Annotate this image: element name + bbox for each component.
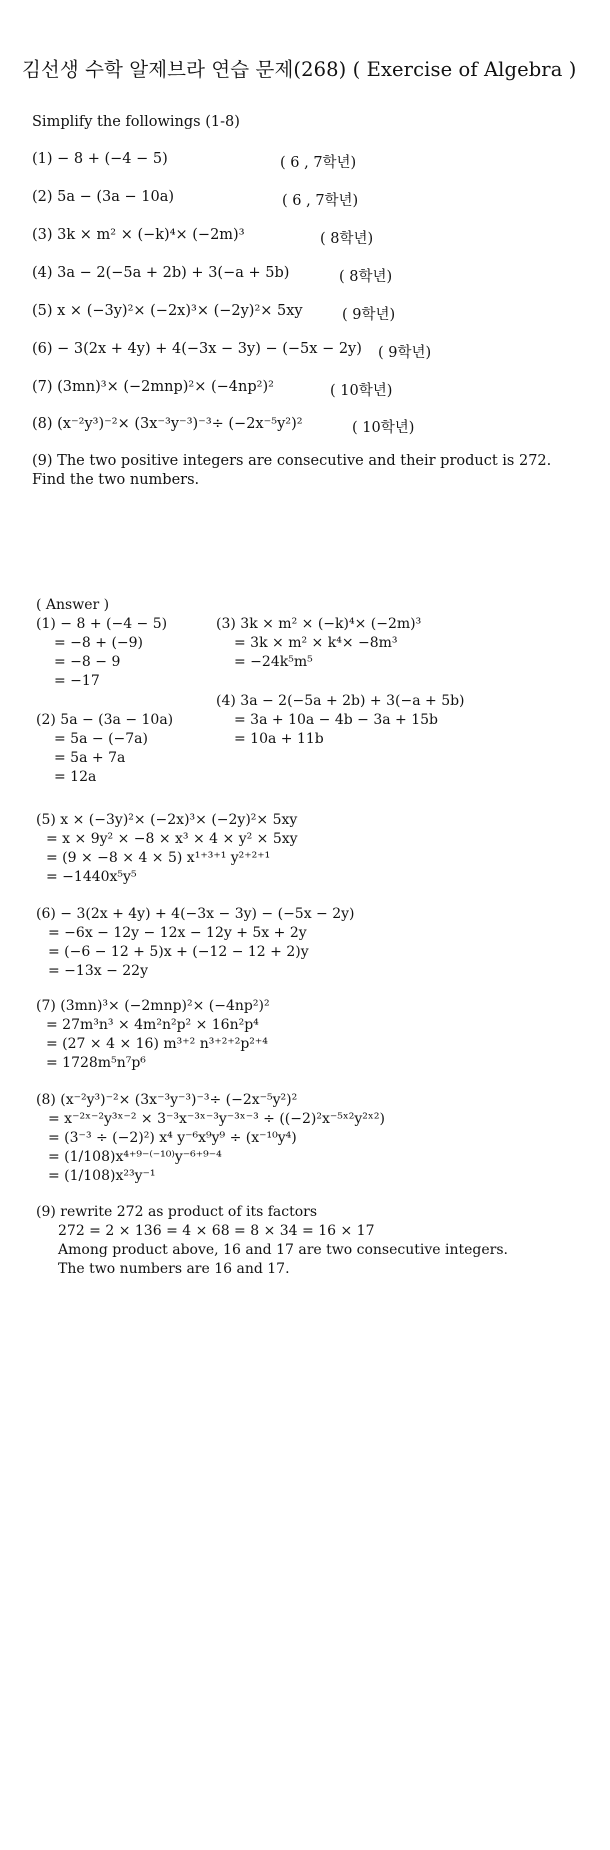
answer-line: The two numbers are 16 and 17. [58, 1261, 290, 1277]
problem-text: (3) 3k × m² × (−k)⁴× (−2m)³ [32, 227, 245, 243]
problem-5 [32, 303, 396, 323]
grade-label: ( 8학년) [320, 231, 374, 247]
problem-text: (5) x × (−3y)²× (−2x)³× (−2y)²× 5xy [32, 303, 303, 319]
problem-3 [32, 227, 374, 247]
answer-line: = x⁻²ˣ⁻²y³ˣ⁻² × 3⁻³x⁻³ˣ⁻³y⁻³ˣ⁻³ ÷ ((−2)²x⁻⁵ˣ²y²ˣ²) [48, 1111, 385, 1127]
problem-6 [32, 341, 432, 361]
answer-line: = −8 + (−9) [54, 635, 144, 651]
problem-text: (6) − 3(2x + 4y) + 4(−3x − 3y) − (−5x − 2y) [32, 341, 362, 357]
grade-label: ( 9학년) [378, 345, 432, 361]
answer-line: (9) rewrite 272 as product of its factors [36, 1204, 318, 1220]
grade-label: ( 9학년) [342, 307, 396, 323]
problem-2 [32, 189, 359, 209]
answer-line: (2) 5a − (3a − 10a) [36, 712, 174, 728]
grade-label: ( 10학년) [330, 383, 393, 399]
problem-7 [32, 379, 393, 399]
answer-line: (5) x × (−3y)²× (−2x)³× (−2y)²× 5xy [36, 812, 298, 828]
answer-header: ( Answer ) [36, 597, 110, 613]
grade-label: ( 8학년) [339, 269, 393, 285]
answer-line: = 1728m⁵n⁷p⁶ [46, 1055, 146, 1071]
answer-line: = −1440x⁵y⁵ [46, 869, 137, 885]
answer-line: = (3⁻³ ÷ (−2)²) x⁴ y⁻⁶x⁹y⁹ ÷ (x⁻¹⁰y⁴) [48, 1130, 297, 1146]
answer-4 [216, 692, 465, 749]
problem-1 [32, 151, 357, 171]
answer-line: = −17 [54, 673, 100, 689]
grade-label: ( 6 , 7학년) [280, 155, 357, 171]
answer-line: = (9 × −8 × 4 × 5) x¹⁺³⁺¹ y²⁺²⁺¹ [46, 850, 271, 866]
answer-2 [36, 711, 173, 787]
problem-9-line2: Find the two numbers. [32, 472, 200, 488]
answer-3 [216, 615, 421, 672]
answer-6 [36, 905, 355, 981]
answer-line: = 10a + 11b [234, 731, 324, 747]
answer-8 [36, 1091, 385, 1186]
answer-line: Among product above, 16 and 17 are two consecutive integers. [58, 1242, 508, 1258]
answer-line: = 27m³n³ × 4m²n²p² × 16n²p⁴ [46, 1017, 259, 1033]
answer-line: = −24k⁵m⁵ [234, 654, 313, 670]
grade-label: ( 10학년) [352, 420, 415, 436]
answer-line: = −8 − 9 [54, 654, 121, 670]
answer-line: = x × 9y² × −8 × x³ × 4 × y² × 5xy [46, 831, 298, 847]
problem-text: (2) 5a − (3a − 10a) [32, 189, 175, 205]
problem-9 [32, 452, 551, 490]
problem-4 [32, 265, 393, 285]
answer-line: = −6x − 12y − 12x − 12y + 5x + 2y [48, 925, 307, 941]
answer-9 [36, 1203, 508, 1279]
answer-5 [36, 811, 298, 887]
answer-line: = (−6 − 12 + 5)x + (−12 − 12 + 2)y [48, 944, 309, 960]
problem-text: (1) − 8 + (−4 − 5) [32, 151, 168, 167]
answer-line: = 5a + 7a [54, 750, 126, 766]
answer-line: = 3k × m² × k⁴× −8m³ [234, 635, 398, 651]
answer-7 [36, 997, 270, 1073]
answer-1 [36, 615, 167, 691]
problem-9-line1: (9) The two positive integers are consecutive and their product is 272. [32, 453, 552, 469]
answer-line: (3) 3k × m² × (−k)⁴× (−2m)³ [216, 616, 422, 632]
answer-line: = 12a [54, 769, 97, 785]
grade-label: ( 6 , 7학년) [282, 193, 359, 209]
answer-line: (7) (3mn)³× (−2mnp)²× (−4np²)² [36, 998, 270, 1014]
answer-line: = (27 × 4 × 16) m³⁺² n³⁺²⁺²p²⁺⁴ [46, 1036, 268, 1052]
answer-line: = 3a + 10a − 4b − 3a + 15b [234, 712, 439, 728]
problem-text: (8) (x⁻²y³)⁻²× (3x⁻³y⁻³)⁻³÷ (−2x⁻⁵y²)² [32, 416, 303, 432]
instructions: Simplify the followings (1-8) [32, 114, 240, 130]
answer-line: (8) (x⁻²y³)⁻²× (3x⁻³y⁻³)⁻³÷ (−2x⁻⁵y²)² [36, 1092, 298, 1108]
answer-line: (6) − 3(2x + 4y) + 4(−3x − 3y) − (−5x − 2y) [36, 906, 355, 922]
page-title: 김선생 수학 알제브라 연습 문제(268) ( Exercise of Algebra ) [22, 58, 577, 81]
answer-line: = 5a − (−7a) [54, 731, 148, 747]
answer-line: = (1/108)x⁴⁺⁹⁻⁽⁻¹⁰⁾y⁻⁶⁺⁹⁻⁴ [48, 1149, 222, 1165]
answer-line: = −13x − 22y [48, 963, 148, 979]
answer-line: 272 = 2 × 136 = 4 × 68 = 8 × 34 = 16 × 17 [58, 1223, 375, 1239]
answer-line: (1) − 8 + (−4 − 5) [36, 616, 168, 632]
problem-text: (7) (3mn)³× (−2mnp)²× (−4np²)² [32, 379, 274, 395]
problem-8 [32, 416, 415, 436]
problem-text: (4) 3a − 2(−5a + 2b) + 3(−a + 5b) [32, 265, 290, 281]
answer-line: (4) 3a − 2(−5a + 2b) + 3(−a + 5b) [216, 693, 465, 709]
answer-line: = (1/108)x²³y⁻¹ [48, 1168, 156, 1184]
